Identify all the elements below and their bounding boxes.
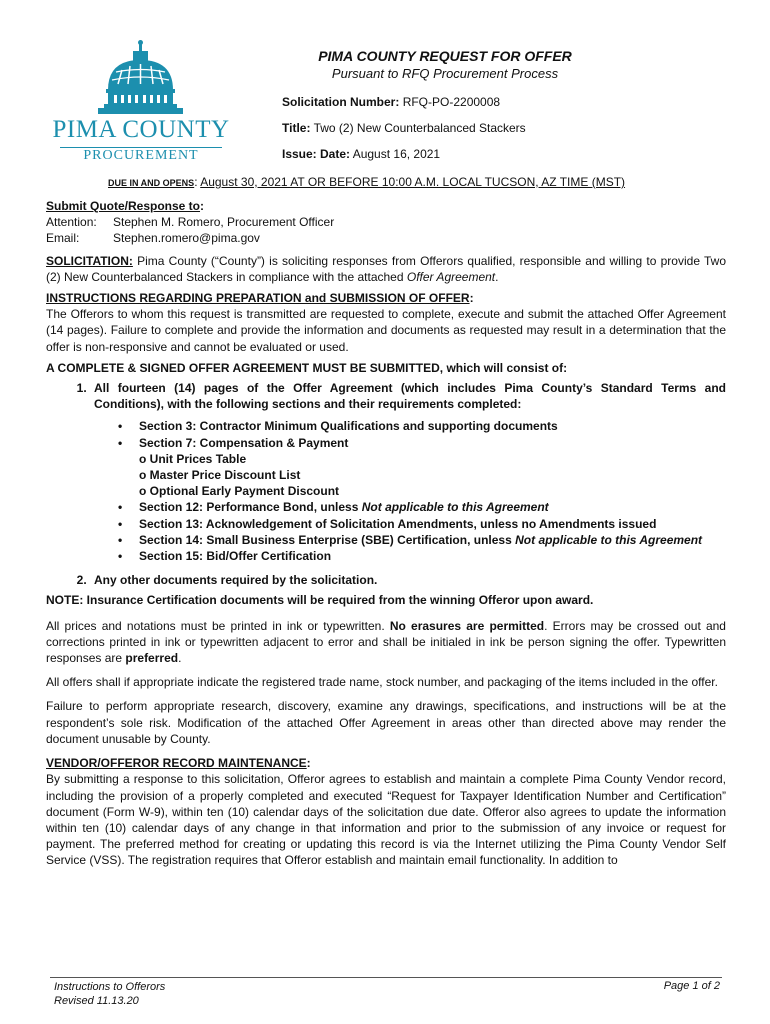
list-item xyxy=(90,380,726,564)
due-label: DUE IN AND OPENS xyxy=(108,178,195,188)
solicitation-number-label: Solicitation Number: xyxy=(282,95,400,109)
vendor-section: VENDOR/OFFEROR RECORD MAINTENANCE: By submitting a response to this solicitation, Offeror agrees to establish and maintain a complete Pima County Vendor record, including the provision of a properly completed and executed “Request for Taxpayer Identification Number and Certification” document (Form W-9), within ten (10) calendar days of the solicitation due date. Offeror also agrees to update the information within ten (10) calendar days of any change in that information and prior to the submission of any invoice or request for payment. The preferred method for creating or updating this record is via the Internet utilizing the Pima County Vendor Self Service (VSS). The registration requires that Offeror establish and maintain email functionality. In addition to xyxy=(46,756,726,868)
section-12-text: Section 12: Performance Bond, unless xyxy=(139,500,359,515)
footer-doc-name: Instructions to Offerors xyxy=(54,981,166,993)
offers-paragraph: All offers shall if appropriate indicate the registered trade name, stock number, and packaging of the items included in the offer. xyxy=(46,675,718,690)
document-title: PIMA COUNTY REQUEST FOR OFFER xyxy=(318,48,572,64)
prices-preferred: preferred xyxy=(125,651,179,666)
issue-date-value: August 16, 2021 xyxy=(352,147,441,161)
list-item xyxy=(90,572,726,588)
email-value: Stephen.romero@pima.gov xyxy=(113,231,260,246)
section-14-emph: Not applicable to this Agreement xyxy=(515,532,703,547)
page-number: Page 1 of 2 xyxy=(663,980,720,992)
item-1-text: All fourteen (14) pages of the Offer Agreement (which includes Pima County’s Standard Terms and Conditions), with the following sections and their requirements completed: xyxy=(94,381,726,412)
footer-revision: Revised 11.13.20 xyxy=(54,995,139,1007)
solicitation-emph: Offer Agreement xyxy=(406,269,496,284)
instructions-heading: INSTRUCTIONS REGARDING PREPARATION and SUBMISSION OF OFFER xyxy=(46,291,470,306)
section-13: • Section 13: Acknowledgement of Solicitation Amendments, unless no Amendments issued xyxy=(139,516,726,532)
submit-section: Submit Quote/Response to: Attention: Stephen M. Romero, Procurement Officer Email: Stephen.romero@pima.gov xyxy=(46,199,335,246)
document-body xyxy=(46,198,726,869)
prices-text-a: All prices and notations must be printed in ink or typewritten. xyxy=(46,618,385,633)
instructions-text: The Offerors to whom this request is transmitted are requested to complete, execute and submit the attached Offer Agreement (14 pages). Failure to complete and provide the information and documents as requested may result in a determination that the offer is non-responsive and cannot be evaluated or used. xyxy=(46,307,726,354)
footer-divider xyxy=(50,977,722,978)
prices-no-erasures: No erasures are permitted xyxy=(389,618,545,633)
logo-name: PIMA COUNTY xyxy=(52,116,230,143)
courthouse-dome-icon xyxy=(48,40,234,116)
solicitation-title xyxy=(282,121,526,135)
issue-date-label: Issue: Date: xyxy=(282,147,351,161)
section-14 xyxy=(139,532,726,548)
issue-date xyxy=(282,147,440,161)
title-value: Two (2) New Counterbalanced Stackers xyxy=(313,121,526,135)
sections-list xyxy=(94,418,726,564)
solicitation-number xyxy=(282,95,500,109)
vendor-text: By submitting a response to this solicitation, Offeror agrees to establish and maintain a complete Pima County Vendor record, including the provision of a properly completed and executed “Request for Taxpayer Identification Number and Certification” document (Form W-9), within ten (10) calendar days of the solicitation due date. Offeror also agrees to update the information within ten (10) calendar days of any change in that information and prior to the submission of any invoice or request for payment. The preferred method for creating or updating this record is via the Internet utilizing the Pima County Vendor Self Service (VSS). The registration requires that Offeror establish and maintain email functionality. In addition to xyxy=(46,772,726,868)
section-3: • Section 3: Contractor Minimum Qualifications and supporting documents xyxy=(139,418,726,434)
document-subtitle: Pursuant to RFQ Procurement Process xyxy=(331,66,559,81)
section-12-emph: Not applicable to this Agreement xyxy=(361,500,549,515)
due-date-line: DUE IN AND OPENS: August 30, 2021 AT OR BEFORE 10:00 A.M. LOCAL TUCSON, AZ TIME (MST) xyxy=(108,175,626,189)
failure-paragraph: Failure to perform appropriate research, discovery, examine any drawings, specifications, and instructions will be at the respondent’s sole risk. Modification of the attached Offer Agreement in areas other than directed above may render the document unusable by County. xyxy=(46,699,726,746)
submit-heading: Submit Quote/Response to xyxy=(46,199,201,213)
pima-county-logo xyxy=(48,40,238,166)
section-15: • Section 15: Bid/Offer Certification xyxy=(139,548,726,564)
section-7: • Section 7: Compensation & Payment xyxy=(139,435,726,451)
footer-left xyxy=(54,980,165,1008)
section-7-discount-list: o Master Price Discount List xyxy=(139,468,301,483)
solicitation-paragraph xyxy=(46,253,726,285)
requirements-list xyxy=(46,380,726,588)
solicitation-number-value: RFQ-PO-2200008 xyxy=(402,95,501,109)
complete-heading: A COMPLETE & SIGNED OFFER AGREEMENT MUST BE SUBMITTED, which will consist of: xyxy=(46,360,568,375)
attention-label: Attention: xyxy=(46,215,97,230)
email-label: Email: xyxy=(46,231,80,246)
item-2-text: Any other documents required by the solicitation. xyxy=(94,573,378,588)
section-14-text: Section 14: Small Business Enterprise (SBE) Certification, unless xyxy=(139,532,512,547)
prices-paragraph xyxy=(46,618,726,667)
section-7-unit-prices: o Unit Prices Table xyxy=(139,451,247,466)
title-label: Title: xyxy=(282,121,311,135)
solicitation-end: . xyxy=(495,269,499,284)
section-7-early-payment: o Optional Early Payment Discount xyxy=(139,484,340,499)
due-value: August 30, 2021 AT OR BEFORE 10:00 A.M. LOCAL TUCSON, AZ TIME (MST) xyxy=(200,175,626,189)
prices-end: . xyxy=(178,651,182,666)
vendor-heading: VENDOR/OFFEROR RECORD MAINTENANCE xyxy=(46,756,307,771)
insurance-note: NOTE: Insurance Certification documents will be required from the winning Offeror upon award. xyxy=(46,593,594,608)
logo-subtitle: PROCUREMENT xyxy=(83,148,199,163)
prices-text-c: . Errors may be crossed out and corrections printed in ink or typewritten adjacent to error and shall be initialed in ink be person signing the offer. Typewritten responses are xyxy=(46,618,726,666)
solicitation-label: SOLICITATION: xyxy=(46,253,133,268)
attention-value: Stephen M. Romero, Procurement Officer xyxy=(113,215,335,230)
solicitation-text: Pima County (“County”) is soliciting responses from Offerors qualified, responsible and willing to provide Two (2) New Counterbalanced Stackers in compliance with the attached xyxy=(46,253,727,284)
instructions-section: INSTRUCTIONS REGARDING PREPARATION and SUBMISSION OF OFFER: The Offerors to whom this request is transmitted are requested to complete, execute and submit the attached Offer Agreement (14 pages). Failure to complete and provide the information and documents as requested may result in a determination that the offer is non-responsive and cannot be evaluated or used. xyxy=(46,291,726,354)
section-12 xyxy=(139,499,726,515)
